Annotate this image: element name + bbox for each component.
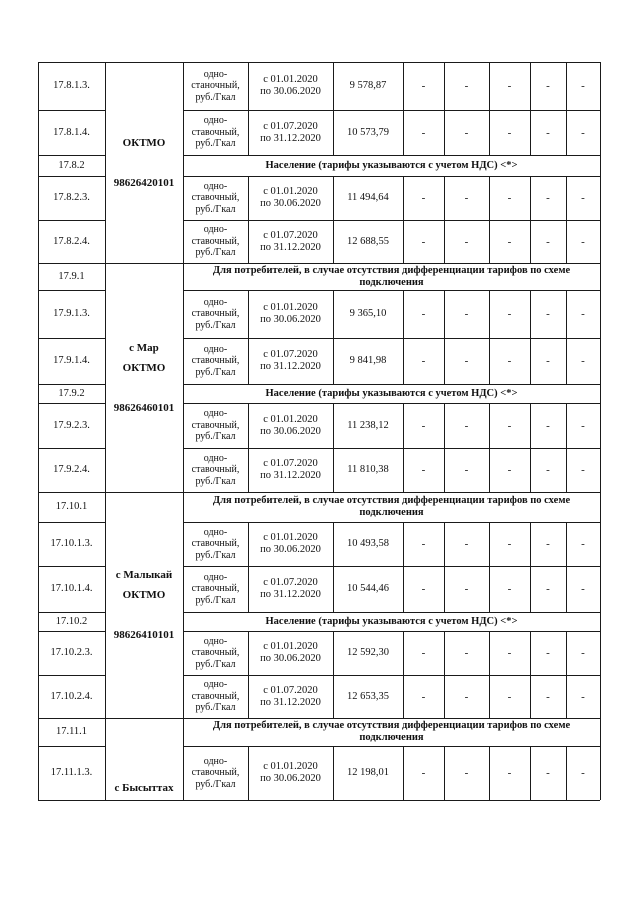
rate-type-cell: одно- ставочный, руб./Гкал	[191, 224, 240, 259]
empty-value-cell: -	[421, 647, 426, 659]
empty-value-cell: -	[581, 355, 585, 367]
empty-value-cell: -	[464, 235, 469, 248]
table-rule	[248, 176, 249, 220]
table-rule	[333, 448, 334, 492]
table-rule	[248, 631, 249, 675]
empty-value-cell: -	[546, 690, 550, 703]
empty-value-cell: -	[507, 235, 512, 248]
row-code: 17.8.2.4.	[53, 235, 90, 247]
table-rule	[403, 176, 404, 220]
empty-value-cell: -	[507, 647, 512, 659]
empty-value-cell: -	[507, 464, 512, 476]
table-rule	[333, 403, 334, 448]
section-header: Население (тарифы указываются с учетом НДС) <*>	[265, 159, 518, 171]
rate-type-cell: одно- ставочный, руб./Гкал	[191, 296, 240, 331]
empty-value-cell: -	[546, 80, 550, 92]
row-code: 17.10.1	[55, 501, 88, 512]
empty-value-cell: -	[581, 419, 585, 432]
period-cell: с 01.07.2020 по 31.12.2020	[260, 349, 321, 372]
empty-value-cell: -	[421, 308, 426, 320]
table-rule	[248, 403, 249, 448]
empty-value-cell: -	[546, 647, 550, 659]
table-rule	[333, 631, 334, 675]
row-code: 17.9.2.3.	[53, 419, 90, 431]
table-rule	[403, 110, 404, 155]
empty-value-cell: -	[546, 538, 550, 550]
empty-value-cell: -	[581, 538, 585, 550]
row-code: 17.10.2	[55, 615, 88, 627]
empty-value-cell: -	[464, 464, 469, 476]
empty-value-cell: -	[546, 419, 550, 432]
section-header: Для потребителей, в случае отсутствия дифференциации тарифов по схеме подключения	[212, 495, 571, 518]
table-rule	[333, 746, 334, 800]
empty-value-cell: -	[421, 583, 426, 595]
period-cell: с 01.01.2020 по 30.06.2020	[260, 186, 321, 209]
tariff-value-cell: 11 238,12	[347, 419, 389, 431]
rate-type-cell: одно- ставочный, руб./Гкал	[191, 679, 240, 714]
row-code: 17.10.2.4.	[50, 690, 93, 702]
tariff-value-cell: 10 573,79	[347, 126, 389, 138]
empty-value-cell: -	[421, 690, 426, 703]
settlement-group-cell: с Мар ОКТМО 98626460101	[113, 341, 175, 414]
empty-value-cell: -	[421, 355, 426, 367]
empty-value-cell: -	[546, 355, 550, 367]
empty-value-cell: -	[507, 419, 512, 432]
rate-type-cell: одно- ставочный, руб./Гкал	[191, 408, 240, 443]
empty-value-cell: -	[507, 126, 512, 139]
rate-type-cell: одно- ставочный, руб./Гкал	[191, 755, 240, 790]
table-rule	[333, 290, 334, 338]
empty-value-cell: -	[546, 464, 550, 476]
period-cell: с 01.01.2020 по 30.06.2020	[260, 532, 321, 555]
table-rule	[248, 338, 249, 384]
period-cell: с 01.07.2020 по 31.12.2020	[260, 458, 321, 481]
period-cell: с 01.01.2020 по 30.06.2020	[260, 74, 321, 97]
empty-value-cell: -	[507, 355, 512, 367]
empty-value-cell: -	[464, 647, 469, 659]
table-rule	[38, 62, 39, 800]
table-rule	[248, 746, 249, 800]
table-rule	[403, 448, 404, 492]
tariff-value-cell: 10 493,58	[347, 538, 389, 549]
period-cell: с 01.07.2020 по 31.12.2020	[260, 577, 321, 600]
table-rule	[403, 675, 404, 718]
row-code: 17.8.1.4.	[53, 126, 90, 138]
settlement-group-cell: с Малыкай ОКТМО 98626410101	[113, 569, 175, 641]
empty-value-cell: -	[464, 126, 469, 139]
empty-value-cell: -	[421, 235, 426, 248]
empty-value-cell: -	[464, 308, 469, 320]
table-rule	[403, 338, 404, 384]
empty-value-cell: -	[464, 355, 469, 367]
table-rule	[248, 448, 249, 492]
empty-value-cell: -	[421, 192, 426, 204]
table-rule	[248, 220, 249, 263]
empty-value-cell: -	[581, 690, 585, 703]
table-rule	[403, 746, 404, 800]
empty-value-cell: -	[507, 583, 512, 595]
period-cell: с 01.07.2020 по 31.12.2020	[260, 684, 321, 708]
row-code: 17.10.2.3.	[50, 647, 93, 658]
empty-value-cell: -	[507, 80, 512, 92]
empty-value-cell: -	[421, 126, 426, 139]
period-cell: с 01.07.2020 по 31.12.2020	[260, 120, 321, 144]
table-rule	[403, 522, 404, 566]
tariff-value-cell: 12 198,01	[347, 767, 389, 778]
empty-value-cell: -	[464, 690, 469, 703]
tariff-value-cell: 9 578,87	[349, 80, 387, 91]
table-rule	[403, 220, 404, 263]
empty-value-cell: -	[507, 192, 512, 204]
empty-value-cell: -	[507, 538, 512, 550]
empty-value-cell: -	[507, 690, 512, 703]
row-code: 17.9.1.3.	[53, 308, 90, 319]
empty-value-cell: -	[464, 538, 469, 550]
empty-value-cell: -	[546, 192, 550, 204]
rate-type-cell: одно- ставочный, руб./Гкал	[191, 635, 240, 670]
settlement-group-cell: ОКТМО 98626420101	[113, 136, 175, 189]
table-rule	[403, 403, 404, 448]
section-header: Для потребителей, в случае отсутствия дифференциации тарифов по схеме подключения	[212, 264, 571, 288]
rate-type-cell: одно- ставочный, руб./Гкал	[191, 526, 240, 561]
row-code: 17.11.1	[55, 726, 88, 737]
table-rule	[333, 566, 334, 612]
table-rule	[403, 566, 404, 612]
tariff-value-cell: 11 494,64	[347, 192, 389, 203]
table-rule	[248, 675, 249, 718]
table-rule	[248, 110, 249, 155]
empty-value-cell: -	[581, 126, 585, 139]
rate-type-cell: одно- ставочный, руб./Гкал	[191, 180, 240, 215]
empty-value-cell: -	[507, 308, 512, 320]
period-cell: с 01.01.2020 по 30.06.2020	[260, 761, 321, 784]
tariff-value-cell: 11 810,38	[347, 464, 389, 475]
table-rule	[248, 566, 249, 612]
period-cell: с 01.01.2020 по 30.06.2020	[260, 413, 321, 437]
tariff-value-cell: 9 365,10	[349, 308, 387, 319]
rate-type-cell: одно- станочный, руб./Гкал	[191, 68, 240, 103]
empty-value-cell: -	[546, 583, 550, 595]
rate-type-cell: одно- ставочный, руб./Гкал	[191, 571, 240, 606]
table-rule	[403, 631, 404, 675]
table-rule	[183, 800, 600, 801]
table-rule	[248, 62, 249, 110]
empty-value-cell: -	[581, 583, 585, 595]
table-rule	[333, 220, 334, 263]
empty-value-cell: -	[464, 583, 469, 595]
row-code: 17.10.1.4.	[50, 583, 93, 594]
table-rule	[105, 800, 183, 801]
empty-value-cell: -	[581, 80, 585, 92]
section-header: Для потребителей, в случае отсутствия дифференциации тарифов по схеме подключения	[212, 720, 571, 743]
table-rule	[38, 62, 600, 63]
table-rule	[333, 110, 334, 155]
empty-value-cell: -	[464, 80, 469, 92]
rate-type-cell: одно- ставочный, руб./Гкал	[191, 452, 240, 487]
tariff-value-cell: 9 841,98	[349, 355, 387, 366]
row-code: 17.8.2.3.	[53, 192, 90, 203]
table-rule	[333, 522, 334, 566]
settlement-group-cell: с Бысыттах	[114, 782, 174, 794]
tariff-value-cell: 12 688,55	[347, 235, 389, 247]
table-rule	[333, 176, 334, 220]
row-code: 17.8.1.3.	[53, 80, 90, 91]
table-rule	[38, 800, 105, 801]
rate-type-cell: одно- ставочный, руб./Гкал	[191, 115, 240, 150]
table-rule	[333, 338, 334, 384]
empty-value-cell: -	[581, 464, 585, 476]
table-rule	[333, 62, 334, 110]
table-rule	[105, 62, 106, 800]
rate-type-cell: одно- ставочный, руб./Гкал	[191, 343, 240, 378]
empty-value-cell: -	[581, 647, 585, 659]
tariff-value-cell: 12 653,35	[347, 690, 389, 702]
period-cell: с 01.07.2020 по 31.12.2020	[260, 229, 321, 253]
table-rule	[183, 62, 184, 800]
empty-value-cell: -	[546, 767, 550, 779]
table-rule	[248, 290, 249, 338]
empty-value-cell: -	[421, 464, 426, 476]
row-code: 17.9.1	[58, 270, 85, 282]
empty-value-cell: -	[464, 192, 469, 204]
empty-value-cell: -	[581, 767, 585, 779]
empty-value-cell: -	[421, 767, 426, 779]
row-code: 17.8.2	[58, 159, 85, 171]
empty-value-cell: -	[546, 126, 550, 139]
empty-value-cell: -	[464, 419, 469, 432]
table-rule	[403, 62, 404, 110]
empty-value-cell: -	[507, 767, 512, 779]
empty-value-cell: -	[421, 80, 426, 92]
table-rule	[403, 290, 404, 338]
empty-value-cell: -	[421, 538, 426, 550]
tariff-value-cell: 10 544,46	[347, 583, 389, 594]
row-code: 17.10.1.3.	[50, 538, 93, 549]
period-cell: с 01.01.2020 по 30.06.2020	[260, 641, 321, 664]
table-rule	[248, 522, 249, 566]
period-cell: с 01.01.2020 по 30.06.2020	[260, 302, 321, 325]
row-code: 17.9.2.4.	[53, 464, 90, 475]
row-code: 17.9.1.4.	[53, 355, 90, 366]
table-rule	[600, 62, 601, 800]
empty-value-cell: -	[581, 192, 585, 204]
section-header: Население (тарифы указываются с учетом НДС) <*>	[265, 615, 518, 627]
empty-value-cell: -	[421, 419, 426, 432]
empty-value-cell: -	[581, 235, 585, 248]
tariff-value-cell: 12 592,30	[347, 647, 389, 658]
empty-value-cell: -	[581, 308, 585, 320]
section-header: Население (тарифы указываются с учетом НДС) <*>	[265, 387, 518, 399]
empty-value-cell: -	[464, 767, 469, 779]
empty-value-cell: -	[546, 308, 550, 320]
row-code: 17.11.1.3.	[50, 767, 93, 778]
table-rule	[333, 675, 334, 718]
row-code: 17.9.2	[58, 387, 85, 399]
empty-value-cell: -	[546, 235, 550, 248]
